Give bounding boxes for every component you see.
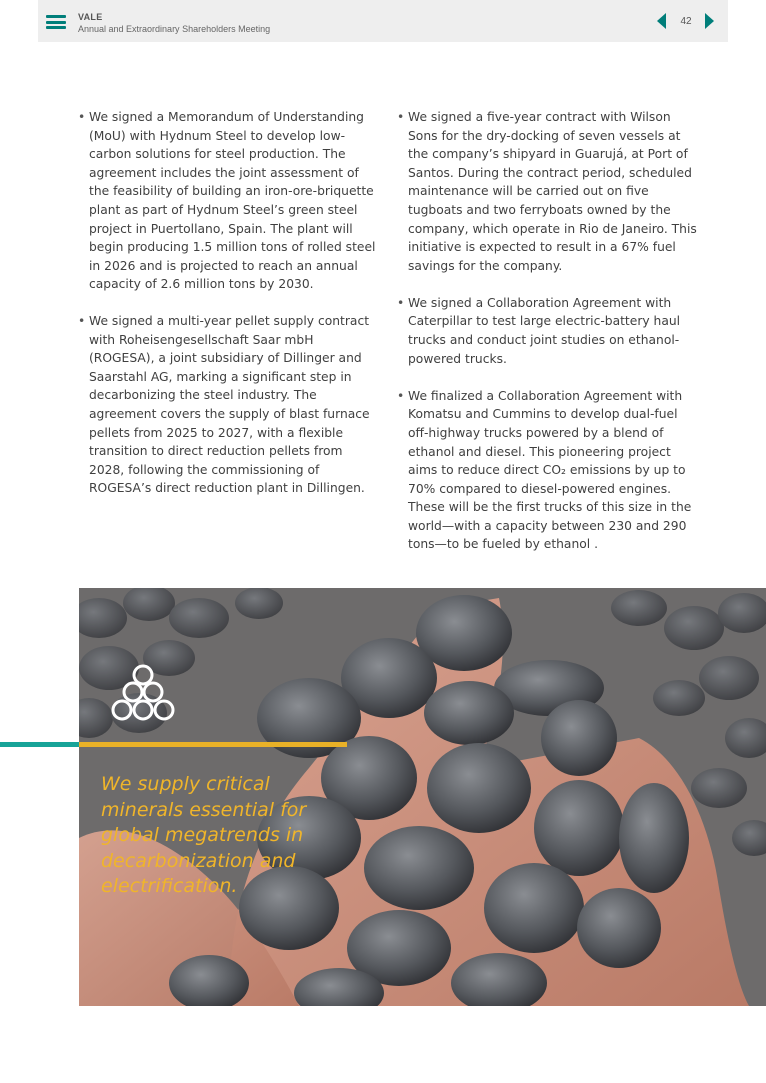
- gold-accent-line: [79, 742, 347, 747]
- document-subtitle: Annual and Extraordinary Shareholders Meeting: [78, 24, 271, 34]
- list-item: • We signed a Memorandum of Understanding (MoU) with Hydnum Steel to develop low-carbon solutions for steel production. The agreement includes the joint assessment of the feasibility of building an iron-ore-briquette plant as part of Hydnum Steel’s green steel project in Puertollano, Spain. The plant will begin producing 1.5 million tons of rolled steel in 2026 and is projected to reach an annual capacity of 2.6 million tons by 2030.: [78, 108, 376, 294]
- list-item: • We signed a Collaboration Agreement with Caterpillar to test large electric-battery haul trucks and conduct joint studies on ethanol-powered trucks.: [397, 294, 697, 368]
- teal-accent-line: [0, 742, 79, 747]
- list-item: • We signed a multi-year pellet supply contract with Roheisengesellschaft Saar mbH (ROGESA), a joint subsidiary of Dillinger and Saarstahl AG, marking a significant step in decarbonizing the steel industry. The agreement covers the supply of blast furnace pellets from 2025 to 2027, with a flexible transition to direct reduction pellets from 2028, following the commissioning of ROGESA’s direct reduction plant in Dillingen.: [78, 312, 376, 498]
- triangle-left-icon[interactable]: [657, 13, 666, 29]
- right-bullet-list: [397, 108, 697, 554]
- left-column: [78, 108, 376, 516]
- callout-quote: We supply critical minerals essential for global megatrends in decarbonization and electrification.: [101, 773, 307, 897]
- stacked-pellets-icon: [109, 664, 177, 724]
- page-header: [38, 0, 728, 42]
- right-column: [397, 108, 697, 573]
- page-number: 42: [680, 16, 692, 27]
- left-bullet-list: [78, 108, 376, 498]
- hamburger-menu-icon[interactable]: [46, 15, 66, 29]
- triangle-right-icon[interactable]: [705, 13, 714, 29]
- list-item: • We finalized a Collaboration Agreement with Komatsu and Cummins to develop dual-fuel off-highway trucks powered by a blend of ethanol and diesel. This pioneering project aims to reduce direct CO₂ emissions by up to 70% compared to diesel-powered engines. These will be the first trucks of this size in the world—with a capacity between 230 and 290 tons—to be fueled by ethanol .: [397, 387, 697, 554]
- list-item: • We signed a five-year contract with Wilson Sons for the dry-docking of seven vessels at the company’s shipyard in Guarujá, at Port of Santos. During the contract period, scheduled maintenance will be carried out on five tugboats and two ferryboats owned by the company, which operate in Rio de Janeiro. This initiative is expected to result in a 67% fuel savings for the company.: [397, 108, 697, 275]
- brand-name: VALE: [78, 12, 103, 22]
